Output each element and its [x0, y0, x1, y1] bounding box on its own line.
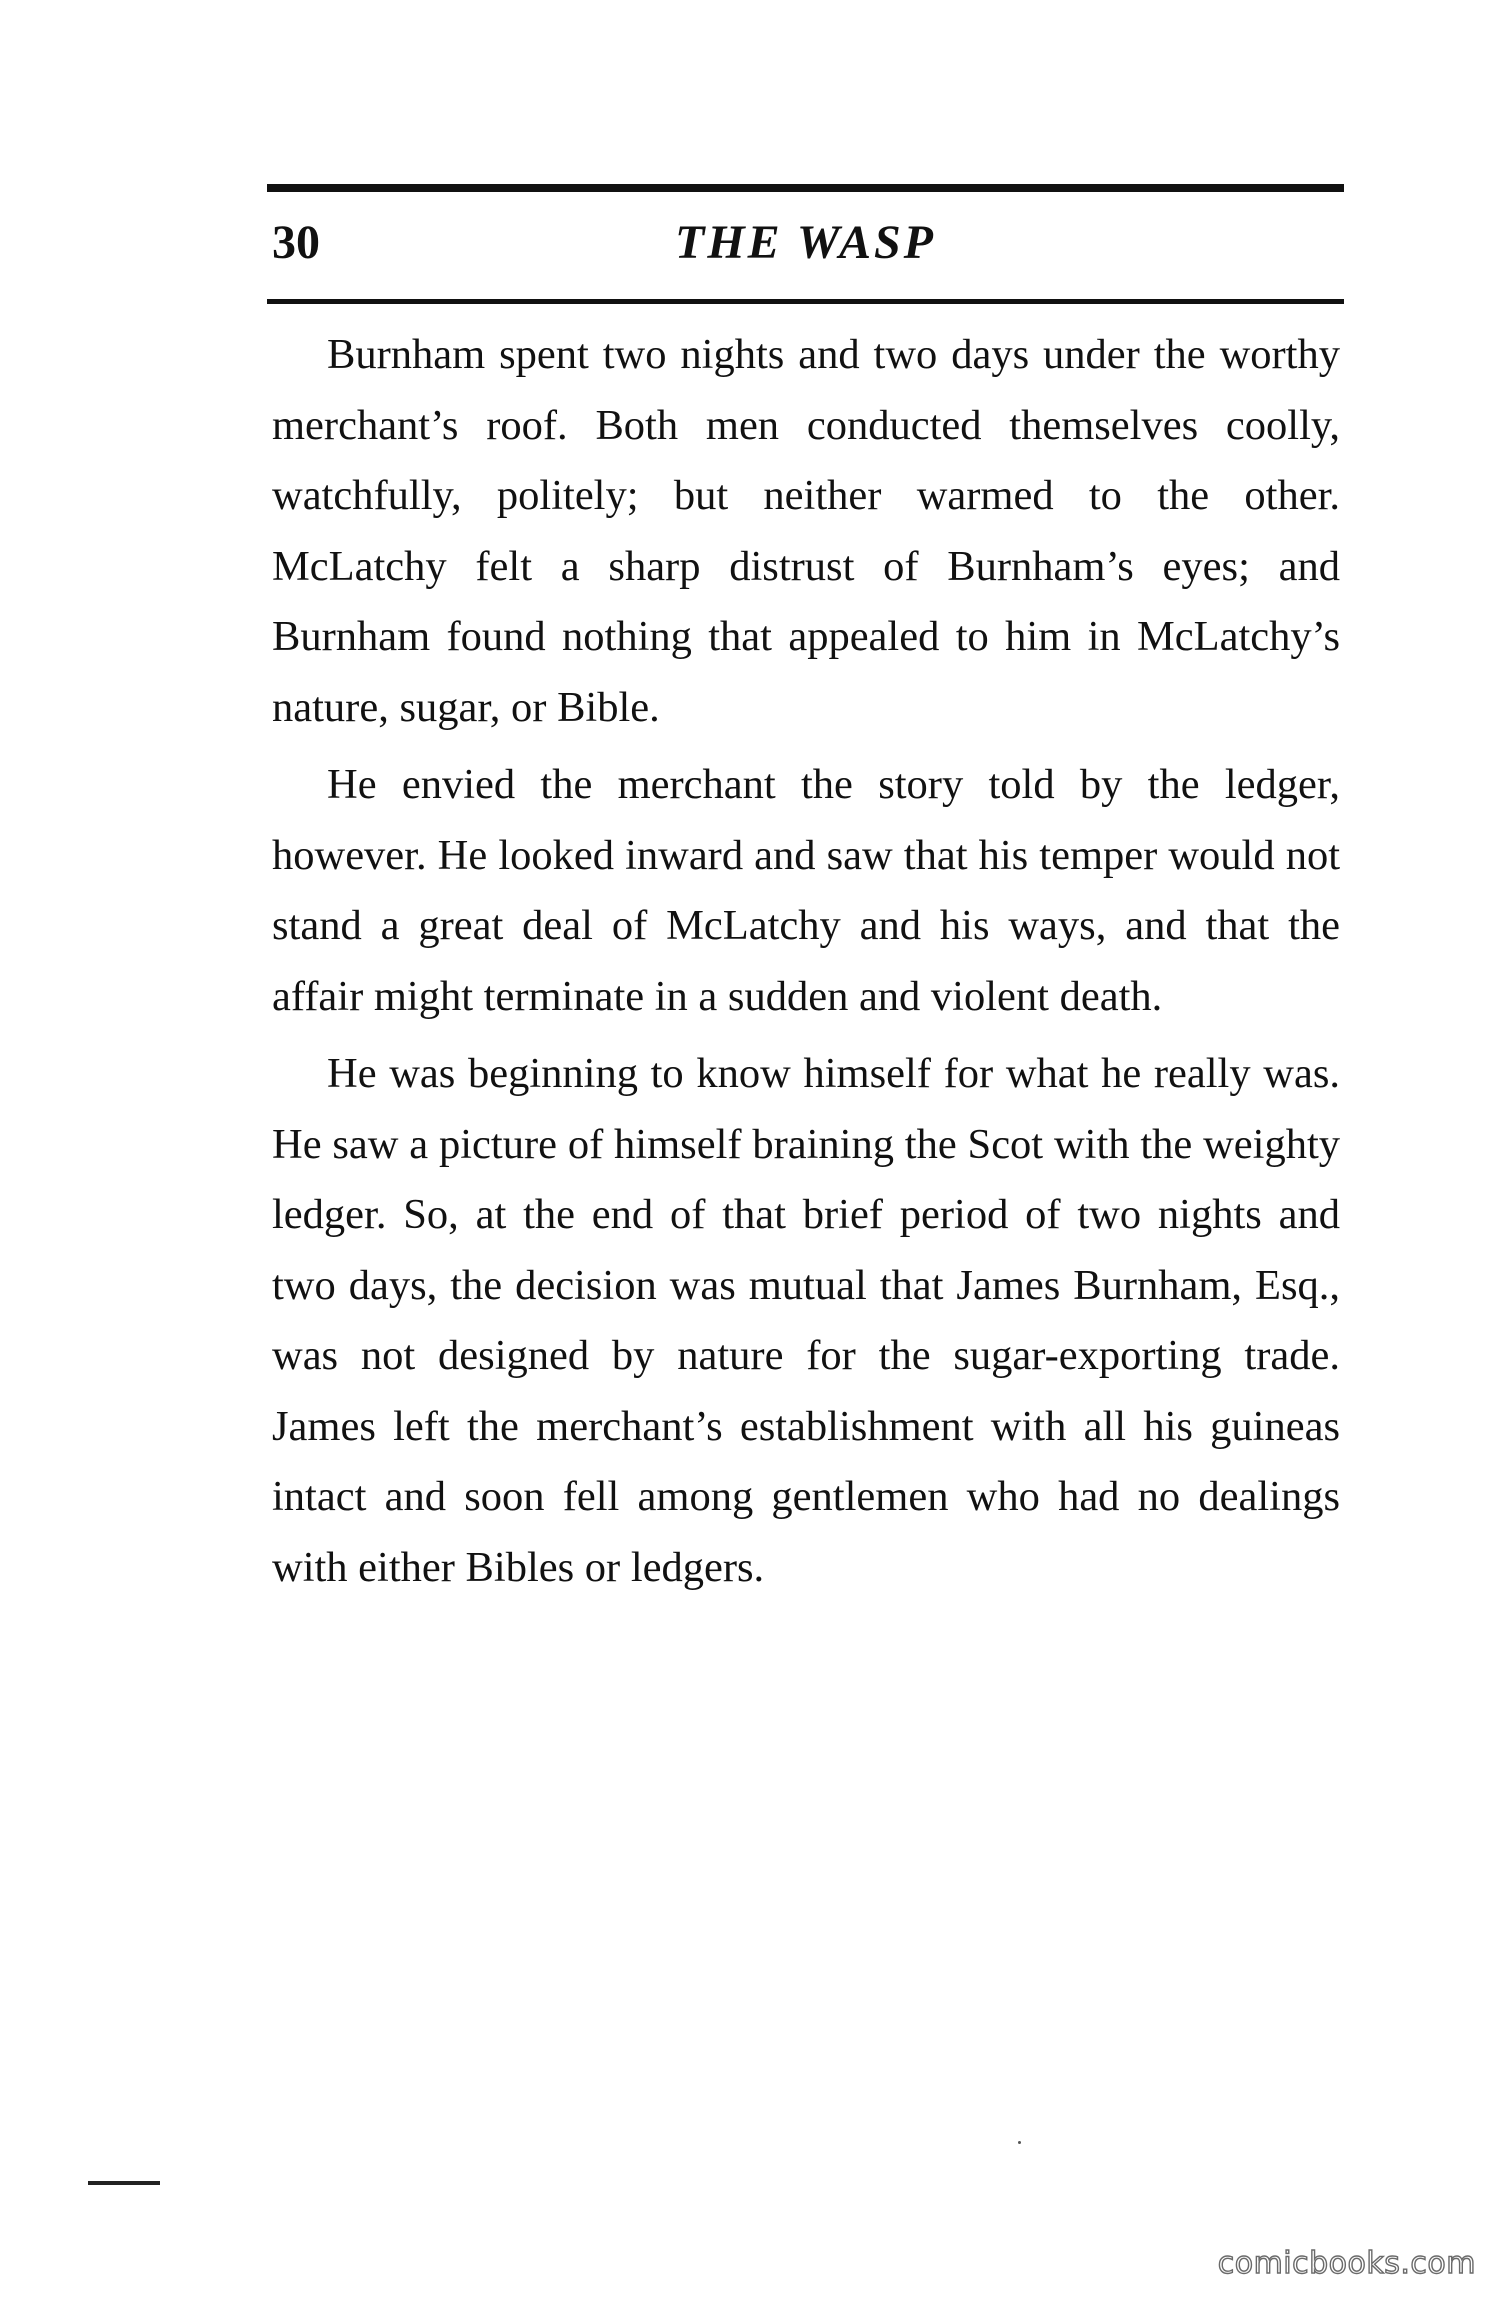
body-text [272, 320, 1340, 1610]
running-head [267, 205, 1344, 285]
header-top-rule [267, 184, 1344, 192]
paragraph-3: He was beginning to know himself for what he really was. He saw a picture of himself braining the Scot with the weighty ledger. So, at the end of that brief period of two nights and two days, the decision was mutual that James Burnham, Esq., was not designed by nature for the sugar-exporting trade. James left the merchant’s establishment with all his guineas intact and soon fell among gentlemen who had no dealings with either Bibles or ledgers. [272, 1050, 1340, 1591]
paragraph-1: Burnham spent two nights and two days under the worthy merchant’s roof. Both men conducted themselves coolly, watchfully, politely; but neither warmed to the other. McLatchy felt a sharp distrust of Burnham’s eyes; and Burnham found nothing that appealed to him in McLatchy’s nature, sugar, or Bible. [272, 331, 1340, 731]
paragraph-2: He envied the merchant the story told by the ledger, however. He looked inward and saw that his temper would not stand a great deal of McLatchy and his ways, and that the affair might terminate in a sudden and violent death. [272, 761, 1340, 1020]
page-number: 30 [272, 216, 320, 269]
stray-dot-mark [1018, 2141, 1021, 2144]
header-bottom-rule [267, 299, 1344, 304]
stray-dash-mark [88, 2181, 160, 2185]
running-title: THE WASP [675, 216, 936, 269]
watermark: comicbooks.com [1217, 2246, 1476, 2281]
